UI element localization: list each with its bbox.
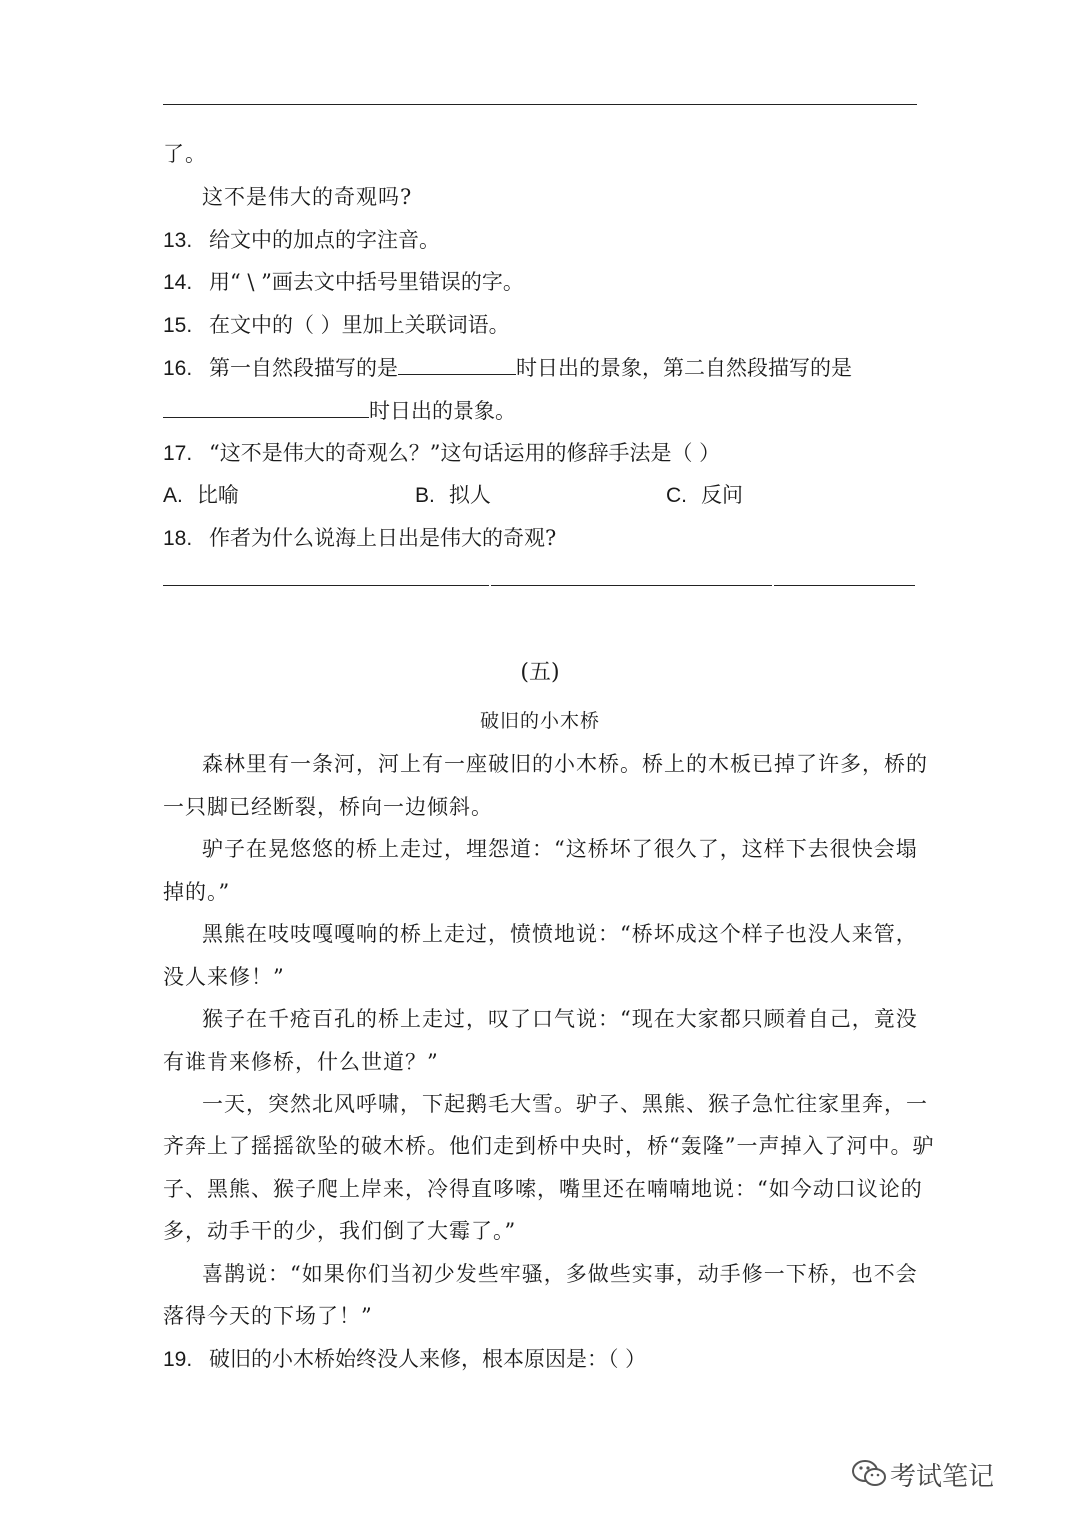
question-number: 15. [163, 314, 193, 337]
paragraph-4-line-1: 猴子在千疮百孔的桥上走过，叹了口气说：“现在大家都只顾着自己，竟没 [202, 1007, 918, 1031]
watermark-text: 考试笔记 [890, 1462, 995, 1492]
paragraph-5-line-3: 子、黑熊、猴子爬上岸来，冷得直哆嗦，嘴里还在喃喃地说：“如今动口议论的 [163, 1177, 923, 1201]
paragraph-5-line-1: 一天，突然北风呼啸，下起鹅毛大雪。驴子、黑熊、猴子急忙往家里奔，一 [202, 1092, 928, 1116]
question-15 [163, 309, 510, 339]
paragraph-2-line-2: 掉的。” [163, 880, 231, 904]
question-18 [163, 522, 556, 552]
question-number: 14. [163, 271, 193, 294]
question-text: 时日出的景象。 [369, 399, 516, 423]
paragraph-1-line-2: 一只脚已经断裂，桥向一边倾斜。 [163, 795, 493, 819]
wechat-icon [852, 1459, 886, 1493]
question-14 [163, 266, 524, 296]
paragraph-5-line-4: 多，动手干的少，我们倒了大霉了。” [163, 1219, 517, 1243]
question-16 [163, 352, 852, 382]
question-13 [163, 224, 440, 254]
option-b[interactable] [415, 479, 491, 509]
passage-title: 破旧的小木桥 [479, 710, 600, 732]
option-label: B. [415, 484, 435, 507]
question-number: 19. [163, 1348, 193, 1371]
continuation-closing: 这不是伟大的奇观吗? [202, 185, 413, 209]
paragraph-3-line-2: 没人来修！” [163, 965, 285, 989]
section-heading: (五) [520, 660, 560, 685]
question-text: 给文中的加点的字注音。 [209, 228, 440, 252]
fill-blank-1[interactable] [398, 354, 516, 375]
fill-blank-2[interactable] [163, 397, 369, 418]
question-19 [163, 1343, 646, 1373]
paragraph-4-line-2: 有谁肯来修桥，什么世道？” [163, 1050, 439, 1074]
question-number: 13. [163, 229, 193, 252]
option-a[interactable] [163, 479, 239, 509]
paragraph-6-line-2: 落得今天的下场了！” [163, 1304, 373, 1328]
answer-line-top [163, 104, 917, 105]
option-text: 拟人 [448, 483, 491, 507]
question-text: 用“ \ ”画去文中括号里错误的字。 [209, 270, 524, 294]
paragraph-6-line-1: 喜鹊说：“如果你们当初少发些牢骚，多做些实事，动手修一下桥，也不会 [202, 1262, 918, 1286]
paragraph-2-line-1: 驴子在晃悠悠的桥上走过，埋怨道：“这桥坏了很久了，这样下去很快会塌 [202, 837, 918, 861]
question-text: 作者为什么说海上日出是伟大的奇观? [209, 526, 557, 550]
question-text: 时日出的景象，第二自然段描写的是 [516, 356, 852, 380]
answer-line-1[interactable] [163, 585, 489, 586]
answer-line-3[interactable] [774, 585, 915, 586]
question-16-cont [163, 395, 516, 425]
answer-line-2[interactable] [491, 585, 772, 586]
question-number: 17. [163, 442, 193, 465]
option-label: C. [666, 484, 687, 507]
question-text: 在文中的（ ）里加上关联词语。 [209, 313, 510, 337]
question-number: 16. [163, 357, 193, 380]
continuation-tail: 了。 [163, 142, 207, 166]
option-text: 反问 [701, 483, 743, 507]
question-number: 18. [163, 527, 193, 550]
paragraph-1-line-1: 森林里有一条河，河上有一座破旧的小木桥。桥上的木板已掉了许多，桥的 [202, 752, 928, 776]
question-text: 第一自然段描写的是 [209, 356, 398, 380]
question-text: 破旧的小木桥始终没人来修，根本原因是：（ ） [209, 1347, 647, 1371]
option-text: 比喻 [196, 483, 239, 507]
option-label: A. [163, 484, 183, 507]
paragraph-3-line-1: 黑熊在吱吱嘎嘎响的桥上走过，愤愤地说：“桥坏成这个样子也没人来管， [202, 922, 918, 946]
paragraph-5-line-2: 齐奔上了摇摇欲坠的破木桥。他们走到桥中央时，桥“轰隆”一声掉入了河中。驴 [163, 1134, 935, 1158]
option-c[interactable] [666, 479, 743, 509]
question-17 [163, 437, 720, 467]
question-text: “这不是伟大的奇观么？”这句话运用的修辞手法是（ ） [209, 441, 721, 465]
